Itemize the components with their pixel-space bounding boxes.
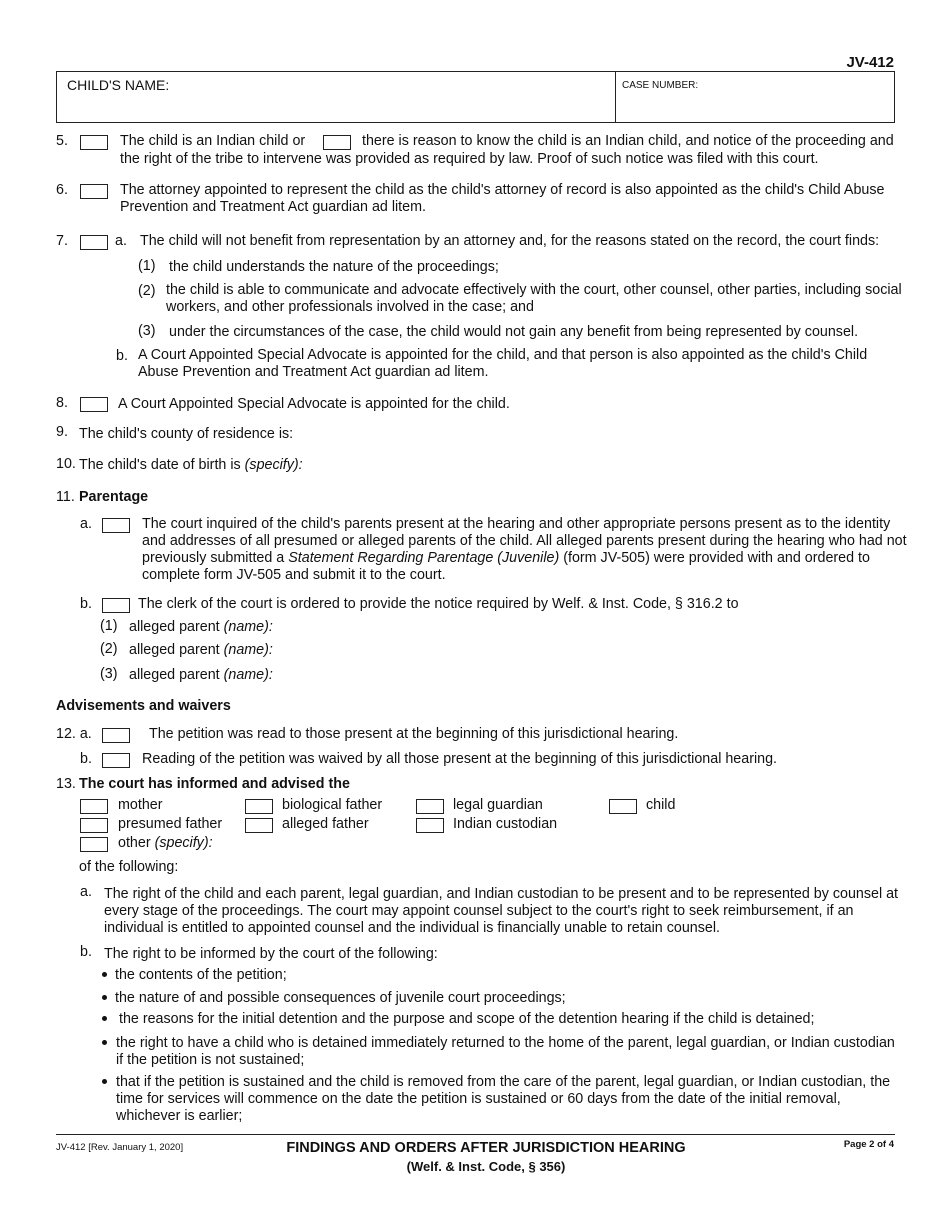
item-7-checkbox[interactable] <box>80 235 108 250</box>
legal-guardian-checkbox[interactable] <box>416 799 444 814</box>
indian-custodian-label: Indian custodian <box>453 816 558 832</box>
bullet-5-line1: that if the petition is sustained and the child is removed from the care of the parent, legal guardian, or Indian custodian, the <box>116 1074 891 1090</box>
item-7-number: 7. <box>56 233 68 249</box>
item-13-of-following: of the following: <box>79 859 179 875</box>
item-5-checkbox-a[interactable] <box>80 135 108 150</box>
item-5-text-a: The child is an Indian child or <box>120 133 306 149</box>
item-7a3-number: (3) <box>138 323 156 339</box>
footer-page-number: Page 2 of 4 <box>843 1139 894 1150</box>
item-8-number: 8. <box>56 395 68 411</box>
header-divider <box>615 72 616 122</box>
item-7a-text: The child will not benefit from representation by an attorney and, for the reasons stated on the record, the court finds: <box>140 233 880 249</box>
parent-2-label: alleged parent <box>129 642 220 658</box>
item-11b-text: The clerk of the court is ordered to provide the notice required by Welf. & Inst. Code, § 316.2 to <box>138 596 739 612</box>
item-6-line1: The attorney appointed to represent the child as the child's attorney of record is also appointed as the child's Child Abuse <box>120 182 885 198</box>
presumed-father-checkbox[interactable] <box>80 818 108 833</box>
alleged-father-checkbox[interactable] <box>245 818 273 833</box>
parent-1-label: alleged parent <box>129 619 220 635</box>
parent-3-number: (3) <box>100 666 118 682</box>
item-11a-line4: complete form JV-505 and submit it to the court. <box>142 567 446 583</box>
item-13a-label: a. <box>80 884 92 900</box>
item-11a-form-title: Statement Regarding Parentage (Juvenile) <box>288 550 560 566</box>
item-13b-label: b. <box>80 944 92 960</box>
footer-rule <box>56 1134 895 1135</box>
item-7a1-text: the child understands the nature of the proceedings; <box>169 259 499 275</box>
item-5-text-b: there is reason to know the child is an Indian child, and notice of the proceeding and <box>362 133 894 149</box>
bullet-4-icon <box>102 1040 107 1045</box>
item-9-number: 9. <box>56 424 68 440</box>
advisements-heading: Advisements and waivers <box>56 698 231 714</box>
parent-3-field <box>129 667 273 684</box>
item-12a-checkbox[interactable] <box>102 728 130 743</box>
footer-subtitle: (Welf. & Inst. Code, § 356) <box>406 1159 566 1174</box>
presumed-father-label: presumed father <box>118 816 223 832</box>
child-label: child <box>646 797 676 813</box>
item-7a-label: a. <box>115 233 127 249</box>
bullet-3-icon <box>102 1016 107 1021</box>
item-12b-checkbox[interactable] <box>102 753 130 768</box>
item-11b-label: b. <box>80 596 92 612</box>
item-6-checkbox[interactable] <box>80 184 108 199</box>
item-7a2-line1: the child is able to communicate and advocate effectively with the court, other counsel, other parties, including social <box>166 282 902 298</box>
item-13-number: 13. <box>56 776 76 792</box>
bullet-2-icon <box>102 995 107 1000</box>
item-7b-label: b. <box>116 348 128 364</box>
item-6-number: 6. <box>56 182 68 198</box>
item-13a-line2: every stage of the proceedings. The court may appoint counsel subject to the court's right to seek reimbursement, if an <box>104 903 854 919</box>
parent-2-field <box>129 642 273 659</box>
item-12a-text: The petition was read to those present at the beginning of this jurisdictional hearing. <box>149 726 679 742</box>
item-8-text: A Court Appointed Special Advocate is appointed for the child. <box>118 396 510 412</box>
parent-3-label: alleged parent <box>129 667 220 683</box>
item-11a-label: a. <box>80 516 92 532</box>
other-label: other <box>118 835 151 851</box>
alleged-father-label: alleged father <box>282 816 369 832</box>
parent-1-field <box>129 619 273 636</box>
parent-2-number: (2) <box>100 641 118 657</box>
item-12-number: 12. a. <box>56 726 92 742</box>
bullet-4-line2: if the petition is not sustained; <box>116 1052 305 1068</box>
item-11b-checkbox[interactable] <box>102 598 130 613</box>
bullet-3-text: the reasons for the initial detention and the purpose and scope of the detention hearing if the child is detained; <box>119 1011 815 1027</box>
item-5-text-c: the right of the tribe to intervene was provided as required by law. Proof of such notice was filed with this court. <box>120 151 819 167</box>
bullet-4-line1: the right to have a child who is detained immediately returned to the home of the parent, legal guardian, or Indian custodian <box>116 1035 895 1051</box>
item-12b-label: b. <box>80 751 92 767</box>
item-5-number: 5. <box>56 133 68 149</box>
other-specify-label: (specify): <box>154 835 213 851</box>
item-12b-text: Reading of the petition was waived by all those present at the beginning of this jurisdictional hearing. <box>142 751 778 767</box>
parent-1-number: (1) <box>100 618 118 634</box>
item-11a-line3 <box>142 550 870 567</box>
case-number-label: CASE NUMBER: <box>622 80 699 91</box>
item-5-checkbox-b[interactable] <box>323 135 351 150</box>
item-9-text: The child's county of residence is: <box>79 426 294 442</box>
footer-title: FINDINGS AND ORDERS AFTER JURISDICTION HEARING <box>286 1140 686 1156</box>
item-11-number: 11. <box>56 489 75 505</box>
mother-checkbox[interactable] <box>80 799 108 814</box>
item-10-specify: (specify): <box>244 457 303 473</box>
parent-2-name-label: (name): <box>223 642 273 658</box>
item-13b-text: The right to be informed by the court of the following: <box>104 946 438 962</box>
item-11-title: Parentage <box>79 489 149 505</box>
bullet-5-line2: time for services will commence on the date the petition is sustained or 60 days from the date of the initial removal, <box>116 1091 841 1107</box>
item-13-title: The court has informed and advised the <box>79 776 350 792</box>
item-11a-checkbox[interactable] <box>102 518 130 533</box>
item-11a-line1: The court inquired of the child's parents present at the hearing and other appropriate persons present as to the identity <box>142 516 891 532</box>
indian-custodian-checkbox[interactable] <box>416 818 444 833</box>
biological-father-label: biological father <box>282 797 383 813</box>
parent-3-name-label: (name): <box>223 667 273 683</box>
bullet-1-icon <box>102 972 107 977</box>
item-7a2-number: (2) <box>138 283 156 299</box>
other-field <box>118 835 213 852</box>
item-7a2-line2: workers, and other professionals involved in the case; and <box>166 299 534 315</box>
item-7b-line1: A Court Appointed Special Advocate is appointed for the child, and that person is also appointed as the child's Child <box>138 347 868 363</box>
item-7a3-text: under the circumstances of the case, the child would not gain any benefit from being represented by counsel. <box>169 324 859 340</box>
mother-label: mother <box>118 797 163 813</box>
form-id: JV-412 <box>846 54 894 71</box>
item-6-line2: Prevention and Treatment Act guardian ad litem. <box>120 199 426 215</box>
item-11a-line2: and addresses of all presumed or alleged parents of the child. All alleged parents present during the hearing who had not <box>142 533 907 549</box>
child-checkbox[interactable] <box>609 799 637 814</box>
item-11a-line3-post: (form JV-505) were provided with and ordered to <box>563 550 870 566</box>
parent-1-name-label: (name): <box>223 619 273 635</box>
childs-name-label: CHILD'S NAME: <box>67 77 170 93</box>
biological-father-checkbox[interactable] <box>245 799 273 814</box>
item-7b-line2: Abuse Prevention and Treatment Act guardian ad litem. <box>138 364 489 380</box>
other-checkbox[interactable] <box>80 837 108 852</box>
bullet-2-text: the nature of and possible consequences of juvenile court proceedings; <box>115 990 566 1006</box>
item-11a-line3-pre: previously submitted a <box>142 550 285 566</box>
item-10-text <box>79 457 303 474</box>
legal-guardian-label: legal guardian <box>453 797 543 813</box>
item-10-number: 10. <box>56 456 76 472</box>
header-box <box>56 71 895 123</box>
bullet-5-icon <box>102 1079 107 1084</box>
item-7a1-number: (1) <box>138 258 156 274</box>
footer-form-rev: JV-412 [Rev. January 1, 2020] <box>56 1142 184 1153</box>
item-8-checkbox[interactable] <box>80 397 108 412</box>
item-13a-line1: The right of the child and each parent, legal guardian, and Indian custodian to be present and to be represented by counsel at <box>104 886 899 902</box>
bullet-5-line3: whichever is earlier; <box>116 1108 243 1124</box>
bullet-1-text: the contents of the petition; <box>115 967 287 983</box>
item-13a-line3: individual is entitled to appointed counsel and the individual is financially unable to retain counsel. <box>104 920 720 936</box>
item-10-label: The child's date of birth is <box>79 457 241 473</box>
